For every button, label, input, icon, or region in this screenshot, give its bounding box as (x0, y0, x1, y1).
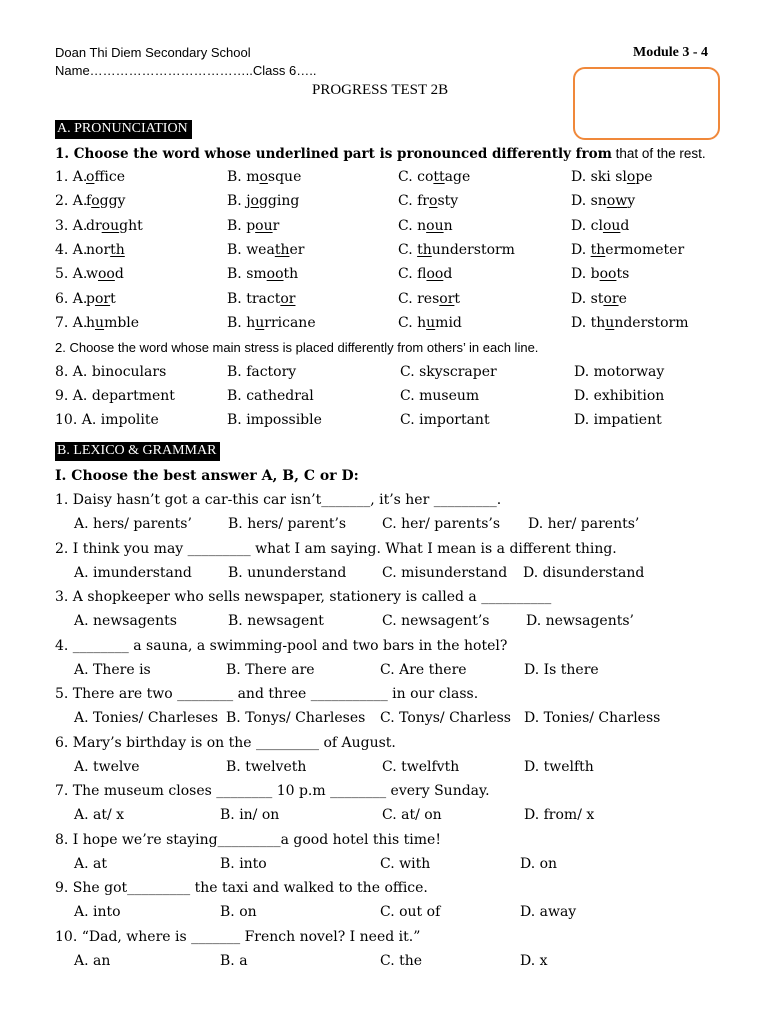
underlined-part: o (250, 193, 259, 210)
answer-option: A. newsagents (74, 613, 177, 629)
answer-option: B. There are (226, 661, 315, 678)
answer-option: B. Tonys/ Charleses (226, 710, 366, 726)
question-number: 4. A. (55, 241, 88, 258)
options-row (0, 613, 768, 633)
answer-option: A. at/ x (74, 807, 125, 823)
question-number: 7. A. (55, 314, 88, 331)
stress-row (0, 412, 768, 432)
answer-option: A. an (74, 952, 111, 969)
pronunciation-row (0, 218, 768, 238)
question-text (0, 589, 768, 609)
underlined-part: or (280, 290, 296, 307)
answer-option: D. impatient (574, 412, 662, 428)
answer-option: C. humid (398, 314, 462, 331)
answer-option: C. thunderstorm (398, 241, 515, 258)
answer-option: C. newsagent’s (382, 613, 490, 629)
question-number: 6. A. (55, 290, 88, 307)
answer-option: C. her/ parents’s (382, 516, 501, 532)
answer-option: C. Tonys/ Charless (380, 710, 511, 726)
underlined-part: th (274, 241, 290, 258)
answer-option: D. newsagents’ (526, 613, 634, 629)
underlined-part: ou (101, 217, 120, 234)
question-stem: 8. I hope we’re staying_________a good hotel this time! (55, 831, 441, 848)
answer-option: 9. A. department (55, 388, 175, 404)
question-number: 2. A. (55, 193, 88, 210)
answer-option: B. tractor (227, 290, 296, 307)
underlined-part: tt (433, 169, 445, 185)
answer-option: D. motorway (574, 364, 665, 380)
underlined-part: o (91, 193, 100, 210)
answer-option: A. imunderstand (74, 564, 192, 581)
answer-option: B. newsagent (228, 613, 324, 629)
underlined-part: ou (426, 217, 444, 234)
underlined-part: u (95, 314, 105, 331)
school-name: Doan Thi Diem Secondary School (55, 45, 251, 60)
answer-option: C. flood (398, 266, 453, 283)
question-number: 3. A. (55, 217, 88, 234)
answer-option: B. on (220, 904, 257, 920)
answer-option: 10. A. impolite (55, 412, 159, 428)
answer-option: north (86, 241, 125, 258)
options-row (0, 904, 768, 924)
answer-option: A. There is (74, 661, 151, 678)
answer-option: B. cathedral (227, 388, 314, 404)
question-stem: 10. “Dad, where is _______ French novel? I need it.” (55, 928, 421, 945)
question-stem: 2. I think you may _________ what I am saying. What I mean is a different thing. (55, 540, 617, 557)
underlined-part: oo (266, 266, 284, 283)
underlined-part: o (626, 169, 636, 185)
options-row (0, 953, 768, 973)
answer-option: A. Tonies/ Charleses (74, 710, 219, 726)
stress-row (0, 364, 768, 384)
stress-row (0, 388, 768, 408)
question-text (0, 735, 768, 755)
answer-option: D. thermometer (571, 241, 685, 258)
answer-option: D. disunderstand (523, 564, 645, 581)
answer-option: D. ski slope (571, 169, 653, 185)
answer-option: C. cottage (398, 169, 471, 185)
answer-option: B. factory (227, 364, 297, 380)
underlined-part: th (590, 241, 606, 258)
question-text (0, 832, 768, 852)
answer-option: C. twelfvth (382, 758, 460, 775)
name-class-line: Name………………………………..Class 6….. (55, 63, 317, 78)
question-text (0, 492, 768, 512)
options-row (0, 662, 768, 682)
answer-option: C. noun (398, 217, 453, 234)
answer-option: B. weather (227, 241, 305, 258)
module-label: Module 3 - 4 (633, 45, 709, 60)
answer-option: B. smooth (227, 266, 299, 283)
answer-option: B. ununderstand (228, 564, 347, 581)
answer-option: B. pour (227, 217, 280, 234)
answer-option: C. skyscraper (400, 364, 497, 380)
answer-option: D. from/ x (524, 807, 595, 823)
question-stem: 4. ________ a sauna, a swimming-pool and two bars in the hotel? (55, 637, 508, 654)
options-row (0, 565, 768, 585)
answer-option: office (86, 169, 125, 185)
options-row (0, 807, 768, 827)
answer-option: A. into (74, 904, 121, 920)
answer-option: D. away (520, 904, 577, 920)
section-b-heading: B. LEXICO & GRAMMAR (55, 442, 220, 461)
answer-option: B. impossible (227, 412, 322, 428)
underlined-part: oo (426, 266, 444, 283)
grammar-instruction: I. Choose the best answer A, B, C or D: (55, 468, 359, 484)
answer-option: D. her/ parents’ (528, 516, 640, 532)
answer-option: C. Are there (380, 661, 467, 678)
section-a-heading: A. PRONUNCIATION (55, 120, 192, 139)
answer-option: C. the (380, 952, 423, 969)
pronunciation-instruction (55, 146, 706, 162)
answer-option: D. cloud (571, 217, 630, 234)
answer-option: B. a (220, 952, 248, 969)
underlined-part: ou (602, 217, 621, 234)
answer-option: C. frosty (398, 193, 459, 210)
pronunciation-row (0, 266, 768, 286)
answer-option: B. hurricane (227, 314, 316, 331)
instruction-rest: that of the rest. (611, 146, 706, 161)
question-stem: 3. A shopkeeper who sells newspaper, stationery is called a __________ (55, 589, 552, 605)
answer-option: D. twelfth (524, 758, 594, 775)
test-title: PROGRESS TEST 2B (312, 82, 449, 98)
answer-option: 8. A. binoculars (55, 364, 167, 380)
answer-option: D. boots (571, 266, 630, 283)
pronunciation-row (0, 193, 768, 213)
question-stem: 7. The museum closes ________ 10 p.m ________ every Sunday. (55, 783, 490, 799)
pronunciation-row (0, 315, 768, 335)
question-text (0, 880, 768, 900)
answer-option: A. hers/ parents’ (74, 516, 192, 532)
underlined-part: or (439, 290, 455, 307)
options-row (0, 856, 768, 876)
question-text (0, 541, 768, 561)
question-text (0, 686, 768, 706)
answer-option: A. at (74, 855, 107, 872)
answer-option: D. snowy (571, 193, 636, 210)
answer-option: C. museum (400, 388, 480, 404)
instruction-bold: 1. Choose the word whose underlined part is pronounced differently from (55, 146, 612, 162)
answer-option: D. exhibition (574, 388, 665, 404)
answer-option: drought (86, 217, 143, 234)
question-text (0, 783, 768, 803)
underlined-part: oo (599, 266, 617, 283)
answer-option: B. into (220, 855, 267, 872)
answer-option: D. Tonies/ Charless (524, 710, 661, 726)
underlined-part: or (603, 290, 619, 307)
pronunciation-row (0, 242, 768, 262)
underlined-part: o (86, 169, 95, 185)
answer-option: B. in/ on (220, 807, 280, 823)
answer-option: D. Is there (524, 661, 599, 678)
answer-option: D. x (520, 952, 548, 969)
question-stem: 6. Mary’s birthday is on the _________ of August. (55, 734, 396, 751)
question-stem: 5. There are two ________ and three ___________ in our class. (55, 686, 479, 702)
options-row (0, 516, 768, 536)
answer-option: B. mosque (227, 169, 302, 185)
underlined-part: th (417, 241, 432, 258)
answer-option: C. out of (380, 904, 441, 920)
underlined-part: o (429, 193, 438, 210)
underlined-part: ou (255, 217, 273, 234)
underlined-part: o (259, 169, 268, 185)
answer-option: port (86, 290, 116, 307)
underlined-part: oo (97, 266, 115, 283)
answer-option: wood (86, 266, 124, 283)
score-box (573, 67, 720, 140)
answer-option: C. at/ on (382, 807, 442, 823)
pronunciation-row (0, 291, 768, 311)
stress-instruction: 2. Choose the word whose main stress is placed differently from others’ in each line. (55, 340, 539, 355)
question-text (0, 638, 768, 658)
question-text (0, 929, 768, 949)
answer-option: foggy (86, 193, 126, 210)
answer-option: B. twelveth (226, 758, 307, 775)
question-number: 1. A. (55, 169, 88, 185)
pronunciation-row (0, 169, 768, 189)
answer-option: B. hers/ parent’s (228, 516, 347, 532)
underlined-part: th (110, 241, 125, 258)
answer-option: C. resort (398, 290, 461, 307)
question-number: 5. A. (55, 266, 88, 283)
underlined-part: ow (606, 193, 628, 210)
question-stem: 1. Daisy hasn’t got a car-this car isn’t_______, it’s her _________. (55, 492, 502, 508)
answer-option: D. on (520, 855, 558, 872)
underlined-part: u (426, 314, 436, 331)
options-row (0, 710, 768, 730)
question-stem: 9. She got_________ the taxi and walked to the office. (55, 880, 428, 896)
underlined-part: or (94, 290, 111, 307)
answer-option: C. important (400, 412, 490, 428)
answer-option: B. jogging (227, 193, 300, 210)
answer-option: D. store (571, 290, 627, 307)
underlined-part: u (255, 314, 265, 331)
underlined-part: u (605, 314, 615, 331)
answer-option: humble (86, 314, 140, 331)
options-row (0, 759, 768, 779)
answer-option: D. thunderstorm (571, 314, 689, 331)
answer-option: A. twelve (74, 758, 140, 775)
answer-option: C. with (380, 855, 431, 872)
answer-option: C. misunderstand (382, 564, 508, 581)
